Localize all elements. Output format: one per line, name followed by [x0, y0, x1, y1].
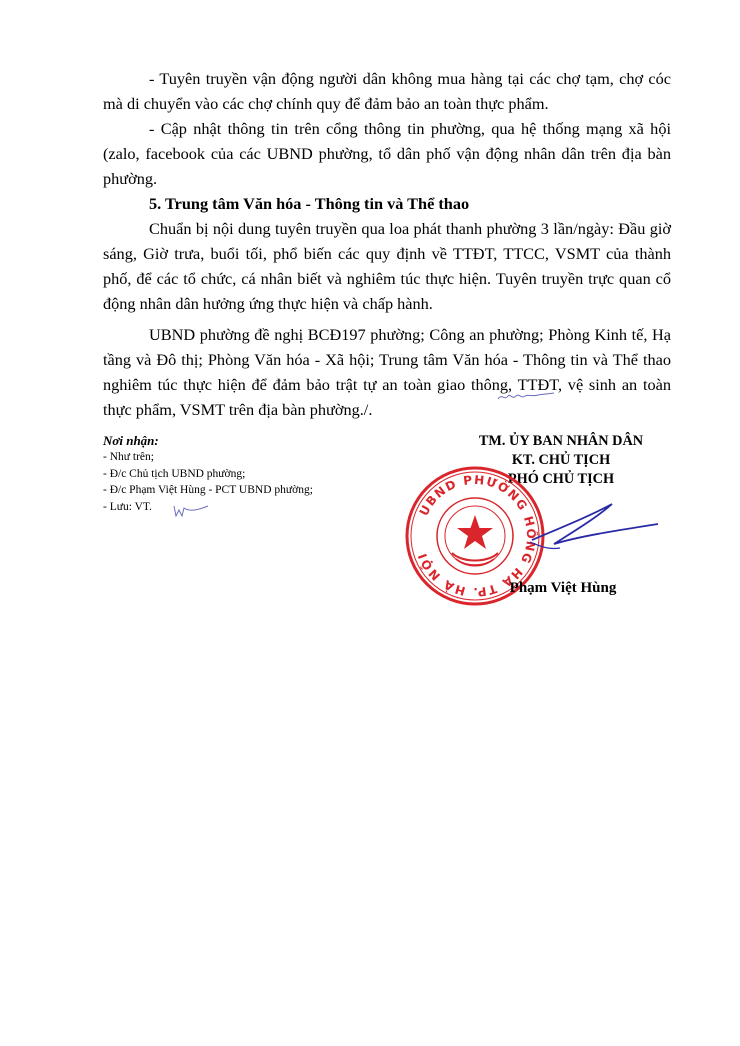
recipient-item: - Như trên; — [103, 451, 154, 463]
section-heading-culture-center: 5. Trung tâm Văn hóa - Thông tin và Thể thao — [149, 194, 470, 213]
recipients-block — [103, 432, 403, 515]
paragraph-propaganda-markets: - Tuyên truyền vận động người dân không mua hàng tại các chợ tạm, chợ cóc mà di chuyển vào các chợ chính quy để đảm bảo an toàn thực phẩm. — [103, 69, 671, 113]
recipients-title: Nơi nhận: — [103, 433, 159, 448]
signature-line-committee: TM. ỦY BAN NHÂN DÂN — [478, 433, 644, 449]
paragraph-request: UBND phường đề nghị BCĐ197 phường; Công an phường; Phòng Kinh tế, Hạ tầng và Đô thị; Phòng Văn hóa - Xã hội; Trung tâm Văn hóa - Thông tin và Thể thao nghiêm túc thực hiện để đảm bảo trật tự an toàn giao thông, TTĐT, vệ sinh an toàn thực phẩm, VSMT trên địa bàn phường./. — [103, 325, 671, 419]
recipient-item: - Đ/c Phạm Việt Hùng - PCT UBND phường; — [103, 484, 313, 497]
paragraph-update-info: - Cập nhật thông tin trên cổng thông tin phường, qua hệ thống mạng xã hội (zalo, facebook của các UBND phường, tổ dân phố vận động nhân dân trên địa bàn phường. — [103, 119, 671, 188]
signature-line-vice-chairman: PHÓ CHỦ TỊCH — [507, 471, 615, 487]
signature-line-chairman: KT. CHỦ TỊCH — [511, 452, 611, 468]
seal-text: UBND PHƯỜNG HỒNG HÀ TP. HÀ NỘI — [414, 472, 539, 600]
recipient-item: - Lưu: VT. — [103, 500, 152, 513]
paragraph-loudspeaker: Chuẩn bị nội dung tuyên truyền qua loa phát thanh phường 3 lần/ngày: Đầu giờ sáng, Giờ trưa, buổi tối, phổ biến các quy định về TTĐT, TTCC, VSMT của thành phố, để các tổ chức, cá nhân biết và nghiêm túc thực hiện. Tuyên truyền trực quan cổ động nhân dân hưởng ứng thực hiện và chấp hành. — [103, 219, 671, 313]
handwritten-initial-mark-small — [170, 502, 210, 522]
recipient-item: - Đ/c Chủ tịch UBND phường; — [103, 467, 246, 480]
document-body — [103, 66, 671, 422]
handwritten-initial-mark — [496, 388, 556, 404]
handwritten-signature — [500, 496, 665, 566]
signer-name: Phạm Việt Hùng — [509, 580, 617, 596]
